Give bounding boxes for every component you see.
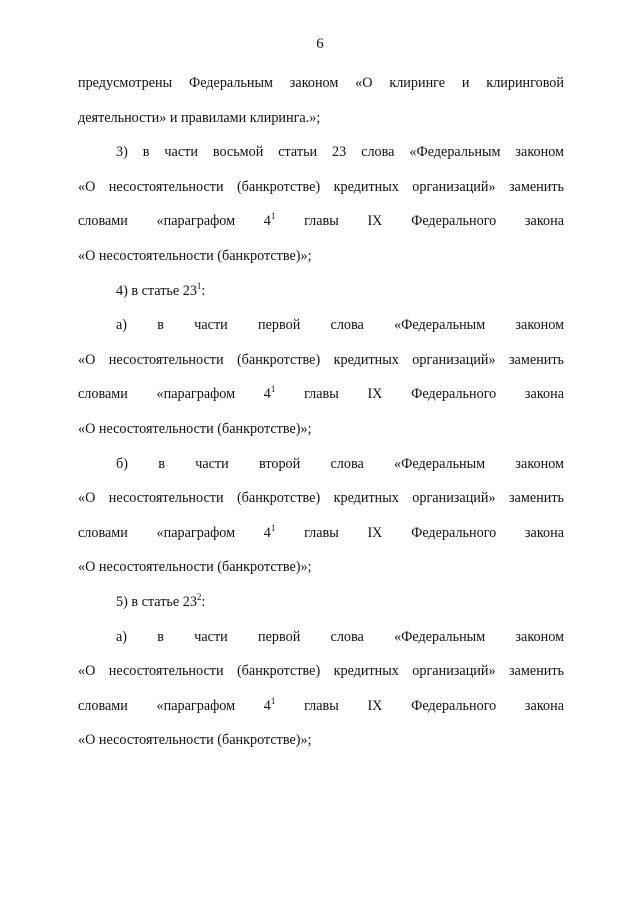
text-span: : [201,593,206,610]
text-span: словами «параграфом 4 [78,213,271,230]
superscript: 1 [270,522,276,533]
text-line [78,654,564,689]
text-line [78,620,564,655]
text-span: «О несостоятельности (банкротстве) кредитных организаций» заменить [78,351,564,368]
text-span: «О несостоятельности (банкротстве) кредитных организаций» заменить [78,663,564,680]
text-line [78,377,564,412]
text-line [78,101,564,136]
text-span: главы IX Федерального закона [275,697,564,714]
text-line [78,135,564,170]
text-span: «О несостоятельности (банкротстве)»; [78,247,312,264]
text-span: 3) в части восьмой статьи 23 слова «Федеральным законом [116,144,564,161]
superscript: 1 [270,211,276,222]
text-span: предусмотрены Федеральным законом «О клиринге и клиринговой [78,75,564,91]
text-span: словами «параграфом 4 [78,697,271,714]
text-line [78,204,564,239]
text-span: а) в части первой слова «Федеральным законом [116,317,564,334]
text-line [78,343,564,378]
text-span: : [201,282,206,299]
text-line [78,585,564,620]
text-span: «О несостоятельности (банкротстве)»; [78,732,312,749]
text-line [78,516,564,551]
text-span: словами «параграфом 4 [78,524,271,541]
page-number: 6 [316,36,324,52]
superscript: 1 [196,280,202,291]
text-line [78,481,564,516]
text-span: «О несостоятельности (банкротстве)»; [78,420,312,437]
text-span: 5) в статье 23 [116,593,197,610]
text-line [78,447,564,482]
text-line [78,723,564,758]
text-span: главы IX Федерального закона [275,386,564,403]
document-body [78,66,564,758]
text-span: словами «параграфом 4 [78,386,271,403]
text-span: главы IX Федерального закона [275,213,564,230]
text-line [78,689,564,724]
text-span: «О несостоятельности (банкротстве)»; [78,559,312,576]
text-span: б) в части второй слова «Федеральным законом [116,455,564,472]
superscript: 1 [270,384,276,395]
text-line [78,308,564,343]
text-span: «О несостоятельности (банкротстве) кредитных организаций» заменить [78,490,564,507]
superscript: 1 [270,695,276,706]
text-span: главы IX Федерального закона [275,524,564,541]
text-span: «О несостоятельности (банкротстве) кредитных организаций» заменить [78,178,564,195]
text-span: деятельности» и правилами клиринга.»; [78,109,321,126]
text-span: а) в части первой слова «Федеральным законом [116,628,564,645]
text-line [78,239,564,274]
text-line [78,274,564,309]
text-span: 4) в статье 23 [116,282,197,299]
superscript: 2 [196,591,202,602]
text-line [78,550,564,585]
text-line [78,412,564,447]
text-line [78,170,564,205]
text-line [78,66,564,101]
